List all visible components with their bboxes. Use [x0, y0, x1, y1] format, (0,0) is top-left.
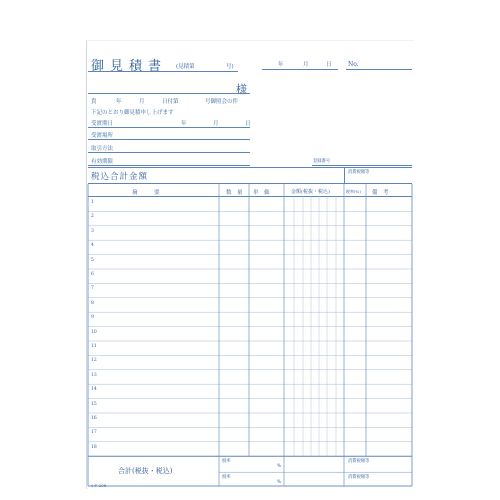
row-number: 10: [91, 329, 97, 335]
tax-rate-label-2: 税率: [222, 475, 231, 480]
row-number: 16: [91, 416, 97, 421]
transaction-method-label: 取引方法: [91, 146, 114, 152]
intro-text: 下記のとおり御見積申し上げます: [91, 110, 174, 116]
honorific: 様: [236, 83, 247, 96]
row-number: 11: [91, 344, 97, 349]
row-number: 1: [91, 200, 94, 205]
date-day: 日: [326, 62, 332, 68]
row-number: 15: [91, 401, 97, 407]
ref-inquiry-label: 号御照会の件: [205, 99, 239, 105]
tax-amount-label-2: 消費税額等: [348, 475, 370, 480]
row-number: 8: [91, 300, 94, 306]
column-header-item: 摘 要: [132, 190, 160, 196]
page-title: 御見積書: [91, 59, 168, 74]
ref-month: 月: [139, 99, 145, 105]
column-header-tax-rate: 税率(%): [346, 189, 361, 194]
delivery-day: 日: [245, 121, 251, 127]
row-number: 9: [91, 315, 94, 321]
row-number: 6: [91, 272, 94, 277]
delivery-place-label: 受渡場所: [91, 133, 114, 139]
row-number: 2: [91, 214, 94, 220]
date-year: 年: [278, 62, 284, 68]
row-number: 3: [91, 228, 94, 234]
ref-prefix: 貴: [91, 99, 97, 105]
column-header-qty: 数 量: [226, 190, 243, 196]
estimate-no-suffix: 号): [226, 64, 234, 70]
number-label: No.: [348, 61, 359, 68]
row-number: 12: [91, 358, 97, 364]
tax-rate-label-1: 税率: [222, 459, 231, 464]
tax-amount-label-1: 消費税額等: [348, 459, 370, 464]
row-number: 17: [91, 430, 97, 436]
registration-label: 登録番号: [313, 159, 331, 164]
row-number: 5: [91, 257, 94, 263]
column-header-amount: 金額(税抜・税込): [291, 189, 330, 195]
column-header-unit-price: 単 価: [253, 190, 270, 196]
consumption-tax-label: 消費税額等: [348, 170, 370, 175]
total-label: 合計(税抜・税込): [118, 467, 173, 475]
column-header-remarks: 備 考: [372, 190, 389, 196]
row-number: 14: [91, 387, 97, 393]
footer-code: ミヤ-208: [90, 483, 107, 488]
date-month: 月: [303, 62, 309, 68]
delivery-year: 年: [181, 121, 187, 127]
estimate-no-label: (見積第: [176, 64, 195, 70]
percent-1: %: [277, 464, 282, 469]
row-number: 4: [91, 243, 94, 249]
ref-day-label: 日付第: [162, 99, 179, 105]
delivery-deadline-label: 受渡期日: [91, 121, 114, 127]
row-number: 13: [91, 372, 97, 378]
ref-year: 年: [116, 99, 122, 105]
row-number: 7: [91, 286, 94, 292]
tax-total-label: 税込合計金額: [91, 172, 149, 182]
validity-label: 有効期限: [91, 159, 114, 165]
percent-2: %: [277, 480, 282, 485]
row-number: 18: [91, 444, 97, 450]
delivery-month: 月: [213, 121, 219, 127]
